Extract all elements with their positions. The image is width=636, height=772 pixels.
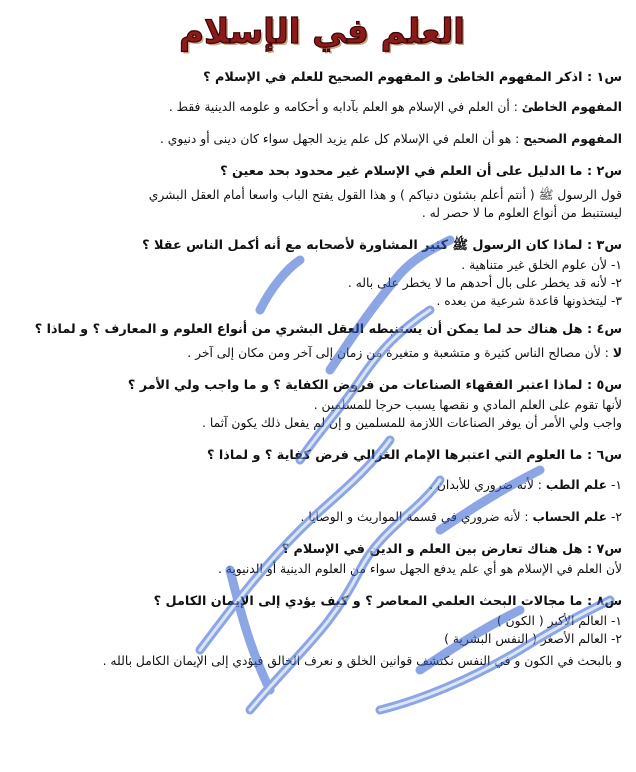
- document-page: [0, 10, 636, 772]
- answer-6-item-2: [22, 508, 622, 526]
- answer-8-line-1: ١- العالم الأكبر ( الكون ): [496, 614, 622, 628]
- answer-3-line-1: ١- لأن علوم الخلق غير متناهية .: [461, 258, 622, 272]
- question-4: [22, 320, 622, 340]
- answer-5-line-1: لأنها تقوم على العلم المادي و نقصها يسبب حرجا للمسلمين .: [313, 398, 622, 412]
- answer-6-item-2-text: : لأنه ضروري في قسمة المواريث و الوصايا .: [300, 510, 529, 524]
- answer-8-line-3: و بالبحث في الكون و في النفس نكتشف قوانين الخلق و نعرف الخالق فيؤدي إلى الإيمان الكامل بالله .: [102, 654, 622, 668]
- answer-7-line-1: لأن العلم في الإسلام هو أي علم يدفع الجهل سواء من العلوم الدينية أو الدنيوية .: [217, 562, 622, 576]
- question-5-number: س٥ :: [586, 378, 622, 393]
- answer-5-line-2: واجب ولي الأمر أن يوفر الصناعات اللازمة للمسلمين و إن لم يفعل ذلك يكون آثما .: [202, 416, 622, 430]
- question-7: [22, 540, 622, 560]
- question-3-text: لماذا كان الرسول ﷺ كثير المشاورة لأصحابه مع أنه أكمل الناس عقلا ؟: [142, 238, 583, 253]
- answer-4-label: لا: [612, 346, 622, 360]
- question-7-number: س٧ :: [586, 542, 622, 557]
- answer-6-item-1-label: علم الطب: [545, 478, 608, 492]
- question-2: [22, 162, 622, 182]
- question-3: [22, 236, 622, 256]
- answer-4: [22, 344, 622, 362]
- question-8-text: ما مجالات البحث العلمي المعاصر ؟ و كيف يؤدي إلى الإيمان الكامل ؟: [153, 594, 583, 609]
- question-4-number: س٤ :: [586, 322, 622, 337]
- answer-3-line-3: ٣- ليتخذونها قاعدة شرعية من بعده .: [436, 294, 622, 308]
- question-1-text: اذكر المفهوم الخاطئ و المفهوم الصحيح للعلم في الإسلام ؟: [203, 70, 583, 85]
- answer-2-line-1: قول الرسول ﷺ ( أنتم أعلم بشئون دنياكم ) و هذا القول يفتح الباب واسعا أمام العقل البشري: [148, 188, 622, 202]
- question-6-text: ما العلوم التي اعتبرها الإمام الغزالي فرض كفاية ؟ و لماذا ؟: [207, 448, 583, 463]
- answer-6-item-2-prefix: ٢-: [610, 510, 622, 524]
- question-6: [22, 446, 622, 466]
- question-1-number: س١ :: [586, 70, 622, 85]
- answer-6-item-1: [22, 476, 622, 494]
- answer-6-item-1-prefix: ١-: [610, 478, 622, 492]
- question-5-text: لماذا اعتبر الفقهاء الصناعات من فروض الكفاية ؟ و ما واجب ولي الأمر ؟: [127, 378, 583, 393]
- question-2-text: ما الدليل على أن العلم في الإسلام غير محدود بحد معين ؟: [220, 164, 583, 179]
- answer-1-right-label: المفهوم الصحيح: [523, 132, 622, 146]
- answer-6-item-1-text: : لأنه ضروري للأبدان .: [429, 478, 542, 492]
- answer-4-text: : لأن مصالح الناس كثيرة و متشعبة و متغيرة من زمان إلى آخر ومن مكان إلى آخر .: [187, 346, 609, 360]
- answer-1-wrong-label: المفهوم الخاطئ: [521, 100, 622, 114]
- question-4-text: هل هناك حد لما يمكن أن يستنبطه العقل البشري من أنواع العلوم و المعارف ؟ و لماذا ؟: [34, 322, 583, 337]
- answer-1-wrong: [22, 98, 622, 116]
- answer-1-right: [22, 130, 622, 148]
- page-title: العلم في الإسلام: [179, 12, 465, 52]
- answer-2-line-2: ليستنبط من أنواع العلوم ما لا حصر له .: [421, 206, 622, 220]
- question-2-number: س٢ :: [586, 164, 622, 179]
- answer-3-line-2: ٢- لأنه قد يخطر على بال أحدهم ما لا يخطر على باله .: [347, 276, 622, 290]
- answer-8-line-2: ٢- العالم الأصغر ( النفس البشرية ): [444, 632, 622, 646]
- answer-6-item-2-label: علم الحساب: [532, 510, 608, 524]
- question-8-number: س٨ :: [586, 594, 622, 609]
- answer-1-right-text: : هو أن العلم في الإسلام كل علم يزيد الجهل سواء كان دينى أو دنيوي .: [159, 132, 520, 146]
- question-3-number: س٣ :: [586, 238, 622, 253]
- question-5: [22, 376, 622, 396]
- answer-1-wrong-text: : أن العلم في الإسلام هو العلم بآدابه و أحكامه و علومه الدينية فقط .: [168, 100, 518, 114]
- question-1: [22, 68, 622, 88]
- question-6-number: س٦ :: [586, 448, 622, 463]
- question-7-text: هل هناك تعارض بين العلم و الدين في الإسلام ؟: [281, 542, 583, 557]
- question-8: [22, 592, 622, 612]
